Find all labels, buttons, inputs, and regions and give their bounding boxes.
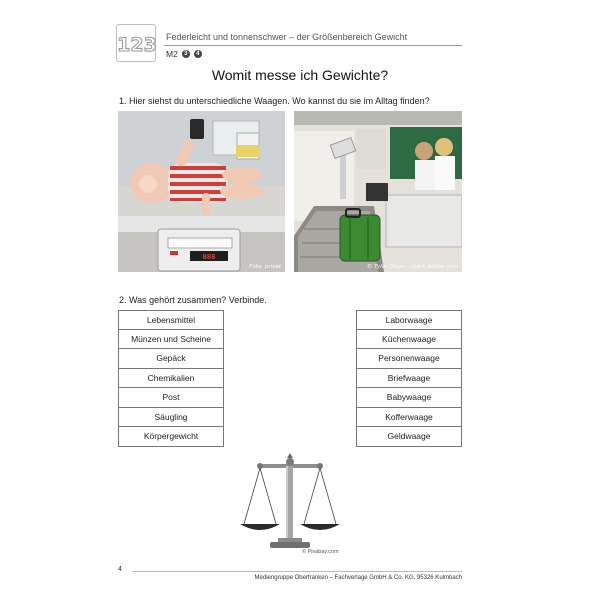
task-1-instruction: 1. Hier siehst du unterschiedliche Waagen. Wo kannst du sie im Alltag finden? <box>119 96 430 106</box>
scale-type-box[interactable]: Personenwaage <box>356 349 462 369</box>
grade-level-badge: 4 <box>194 50 202 58</box>
scale-type-box[interactable]: Küchenwaage <box>356 330 462 350</box>
worksheet-code <box>166 49 202 59</box>
series-logo <box>116 24 156 62</box>
material-code: M2 <box>166 49 178 59</box>
balance-scale-illustration <box>238 452 342 556</box>
svg-text:888: 888 <box>202 253 216 261</box>
page-title: Womit messe ich Gewichte? <box>211 67 389 83</box>
grade-level-badge: 3 <box>182 50 190 58</box>
item-word-box[interactable]: Lebensmittel <box>118 310 224 330</box>
item-word-box[interactable]: Post <box>118 388 224 408</box>
photo-credit: © Tyler Olson – stock.adobe.com <box>366 264 458 270</box>
page-number: 4 <box>118 566 122 573</box>
scale-type-box[interactable]: Briefwaage <box>356 369 462 389</box>
item-word-box[interactable]: Gepäck <box>118 349 224 369</box>
publisher-credit: Mediengruppe Oberfranken – Fachverlage GmbH & Co. KG, 95326 Kulmbach <box>254 575 462 581</box>
task-2-instruction: 2. Was gehört zusammen? Verbinde. <box>119 295 267 305</box>
item-word-box[interactable]: Säugling <box>118 408 224 428</box>
luggage-scale-photo <box>294 111 462 272</box>
scale-type-box[interactable]: Geldwaage <box>356 427 462 447</box>
scale-type-column <box>356 310 462 447</box>
logo-text: 123 <box>117 34 157 56</box>
scale-type-box[interactable]: Laborwaage <box>356 310 462 330</box>
photo-credit: Foto: privat <box>249 264 281 270</box>
illustration-credit: © Pixabay.com <box>302 549 339 555</box>
item-word-box[interactable]: Chemikalien <box>118 369 224 389</box>
item-word-box[interactable]: Körpergewicht <box>118 427 224 447</box>
baby-scale-photo <box>118 111 285 272</box>
scale-type-box[interactable]: Babywaage <box>356 388 462 408</box>
item-word-box[interactable]: Münzen und Scheine <box>118 330 224 350</box>
header-divider <box>164 45 462 46</box>
footer-divider <box>132 571 462 572</box>
worksheet-series-title: Federleicht und tonnenschwer – der Größenbereich Gewicht <box>166 32 408 42</box>
item-word-column <box>118 310 224 447</box>
scale-type-box[interactable]: Kofferwaage <box>356 408 462 428</box>
